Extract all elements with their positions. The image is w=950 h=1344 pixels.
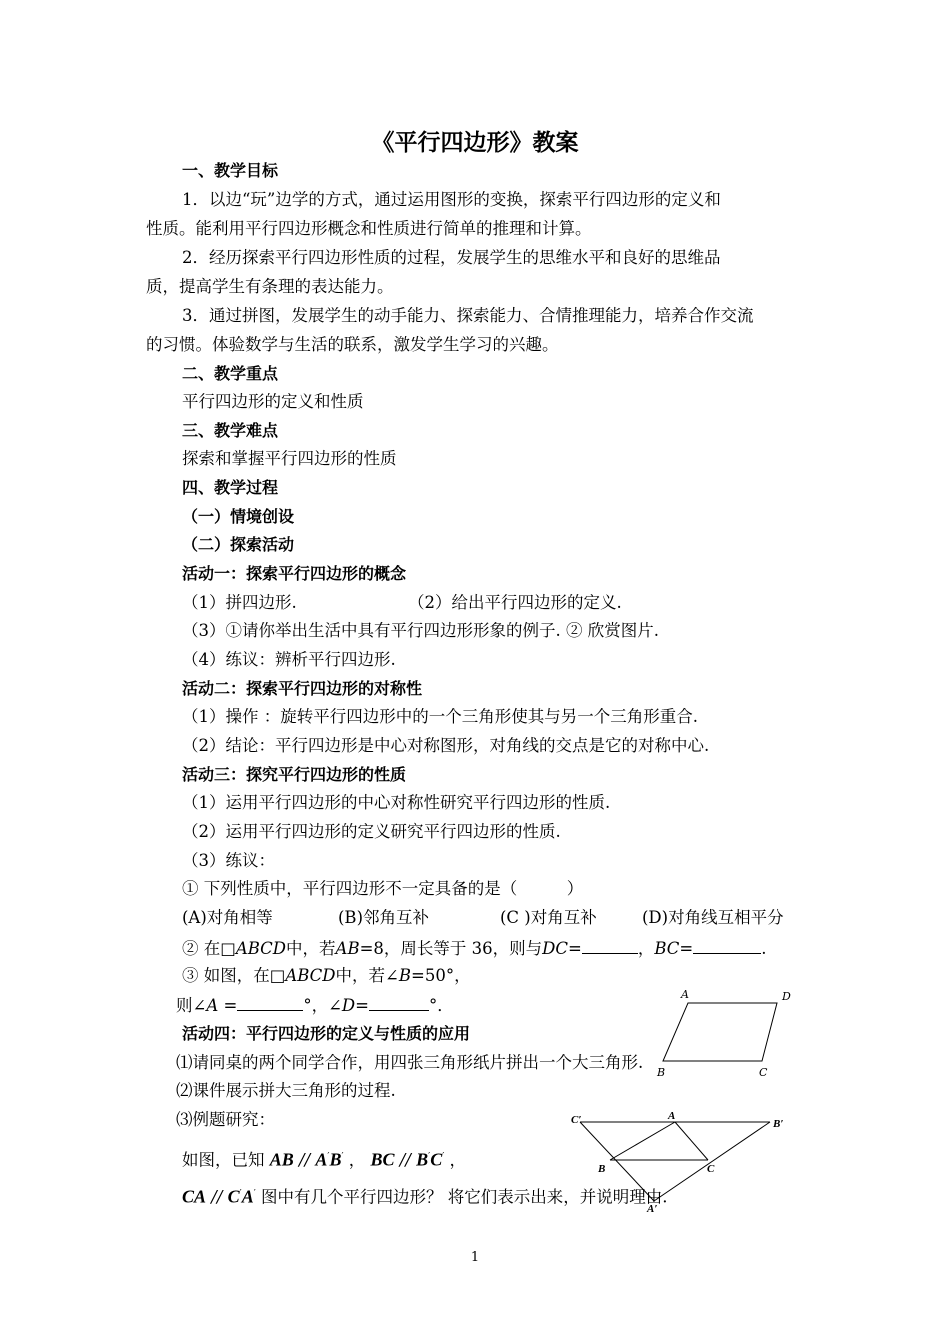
activity-2-item-1: （1）操作 ：旋转平行四边形中的一个三角形使其与另一个三角形重合.	[182, 707, 698, 726]
activity-2-item-2: （2）结论：平行四边形是中心对称图形，对角线的交点是它的对称中心.	[182, 736, 710, 755]
activity-1-item-2: （2）给出平行四边形的定义.	[408, 593, 622, 612]
section-heading-difficulties: 三、教学难点	[182, 421, 279, 440]
parallelogram-abcd-figure	[650, 985, 800, 1080]
exercise-1-question: ① 下列性质中，平行四边形不一定具备的是（ ）	[182, 879, 584, 898]
segment-b-prime-a-prime	[654, 1122, 770, 1201]
example-statement-line-1: 如图，已知 AB // A′B′ ， BC // B′C′ ，	[182, 1149, 467, 1170]
vertex-label-d: D	[782, 990, 791, 1003]
answer-blank-dc[interactable]	[582, 937, 638, 954]
exercise-2-question: ② 在□ABCD中，若AB=8，周长等于 36，则与DC= ，BC= .	[182, 939, 767, 958]
exercise-1-option-a: (A)对角相等	[182, 908, 273, 927]
section-heading-process: 四、教学过程	[182, 478, 279, 497]
parallelogram-shape	[663, 1003, 777, 1061]
activity-4-item-1: ⑴请同桌的两个同学合作，用四张三角形纸片拼出一个大三角形.	[176, 1053, 644, 1072]
objective-3-line-2: 的习惯。体验数学与生活的联系，激发学生学习的兴趣。	[146, 335, 559, 354]
label-b: B	[598, 1163, 606, 1175]
page-title: 《平行四边形》教案	[371, 130, 579, 156]
label-c: C	[707, 1163, 715, 1175]
activity-1-item-4: （4）练议：辨析平行四边形.	[182, 650, 396, 669]
vertex-label-c: C	[759, 1066, 768, 1079]
activity-1-heading: 活动一：探索平行四边形的概念	[182, 564, 407, 583]
activity-4-heading: 活动四：平行四边形的定义与性质的应用	[182, 1024, 471, 1043]
activity-2-heading: 活动二：探索平行四边形的对称性	[182, 679, 423, 698]
answer-blank-angle-a[interactable]	[237, 994, 303, 1011]
exercise-1-option-b: (B)邻角互补	[338, 908, 429, 927]
segment-c-prime-a-prime	[580, 1122, 654, 1201]
objective-2-line-2: 质，提高学生有条理的表达能力。	[146, 277, 394, 296]
subsection-exploration: （二）探索活动	[182, 535, 295, 554]
example-statement-line-2: CA // C′A′ 图中有几个平行四边形？ 将它们表示出来，并说明理由.	[182, 1186, 668, 1207]
objective-3-line-1: 3．通过拼图，发展学生的动手能力、探索能力、合情推理能力，培养合作交流	[182, 306, 754, 325]
vertex-label-b: B	[657, 1066, 666, 1079]
segment-ab	[610, 1122, 675, 1160]
label-b-prime: B′	[773, 1118, 784, 1130]
exercise-3-answer-line: 则∠A = °，∠D= °．	[176, 996, 454, 1015]
objective-2-line-1: 2．经历探索平行四边形性质的过程，发展学生的思维水平和良好的思维品	[182, 248, 721, 267]
objective-1-line-1: 1．以边“玩”边学的方式，通过运用图形的变换，探索平行四边形的定义和	[182, 190, 721, 209]
segment-ac	[675, 1122, 708, 1160]
key-points-text: 平行四边形的定义和性质	[182, 392, 364, 411]
activity-3-item-3: （3）练议：	[182, 851, 275, 870]
activity-1-item-3: （3）①请你举出生活中具有平行四边形形象的例子. ② 欣赏图片.	[182, 621, 659, 640]
activity-3-heading: 活动三：探究平行四边形的性质	[182, 765, 407, 784]
activity-3-item-1: （1）运用平行四边形的中心对称性研究平行四边形的性质.	[182, 793, 611, 812]
exercise-3-question: ③ 如图，在□ABCD中，若∠B=50°，	[182, 966, 471, 985]
vertex-label-a: A	[681, 988, 689, 1001]
page-number: 1	[470, 1250, 480, 1265]
answer-blank-bc[interactable]	[693, 937, 761, 954]
difficulties-text: 探索和掌握平行四边形的性质	[182, 449, 397, 468]
activity-3-item-2: （2）运用平行四边形的定义研究平行四边形的性质.	[182, 822, 561, 841]
answer-blank-angle-d[interactable]	[369, 994, 429, 1011]
label-a-prime: A′	[647, 1203, 658, 1215]
activity-4-item-3: ⑶例题研究：	[176, 1110, 275, 1129]
exercise-1-option-c: (C )对角互补	[500, 908, 597, 927]
section-heading-key-points: 二、教学重点	[182, 364, 279, 383]
exercise-1-option-d: (D)对角线互相平分	[642, 908, 784, 927]
triangle-parallelograms-figure	[560, 1105, 800, 1215]
label-a: A	[668, 1110, 676, 1122]
objective-1-line-2: 性质。能利用平行四边形概念和性质进行简单的推理和计算。	[146, 219, 592, 238]
activity-4-item-2: ⑵课件展示拼大三角形的过程.	[176, 1081, 396, 1100]
subsection-scenario: （一）情境创设	[182, 507, 295, 526]
section-heading-objectives: 一、教学目标	[182, 161, 279, 180]
activity-1-item-1: （1）拼四边形.	[182, 593, 297, 612]
label-c-prime: C′	[571, 1114, 582, 1126]
